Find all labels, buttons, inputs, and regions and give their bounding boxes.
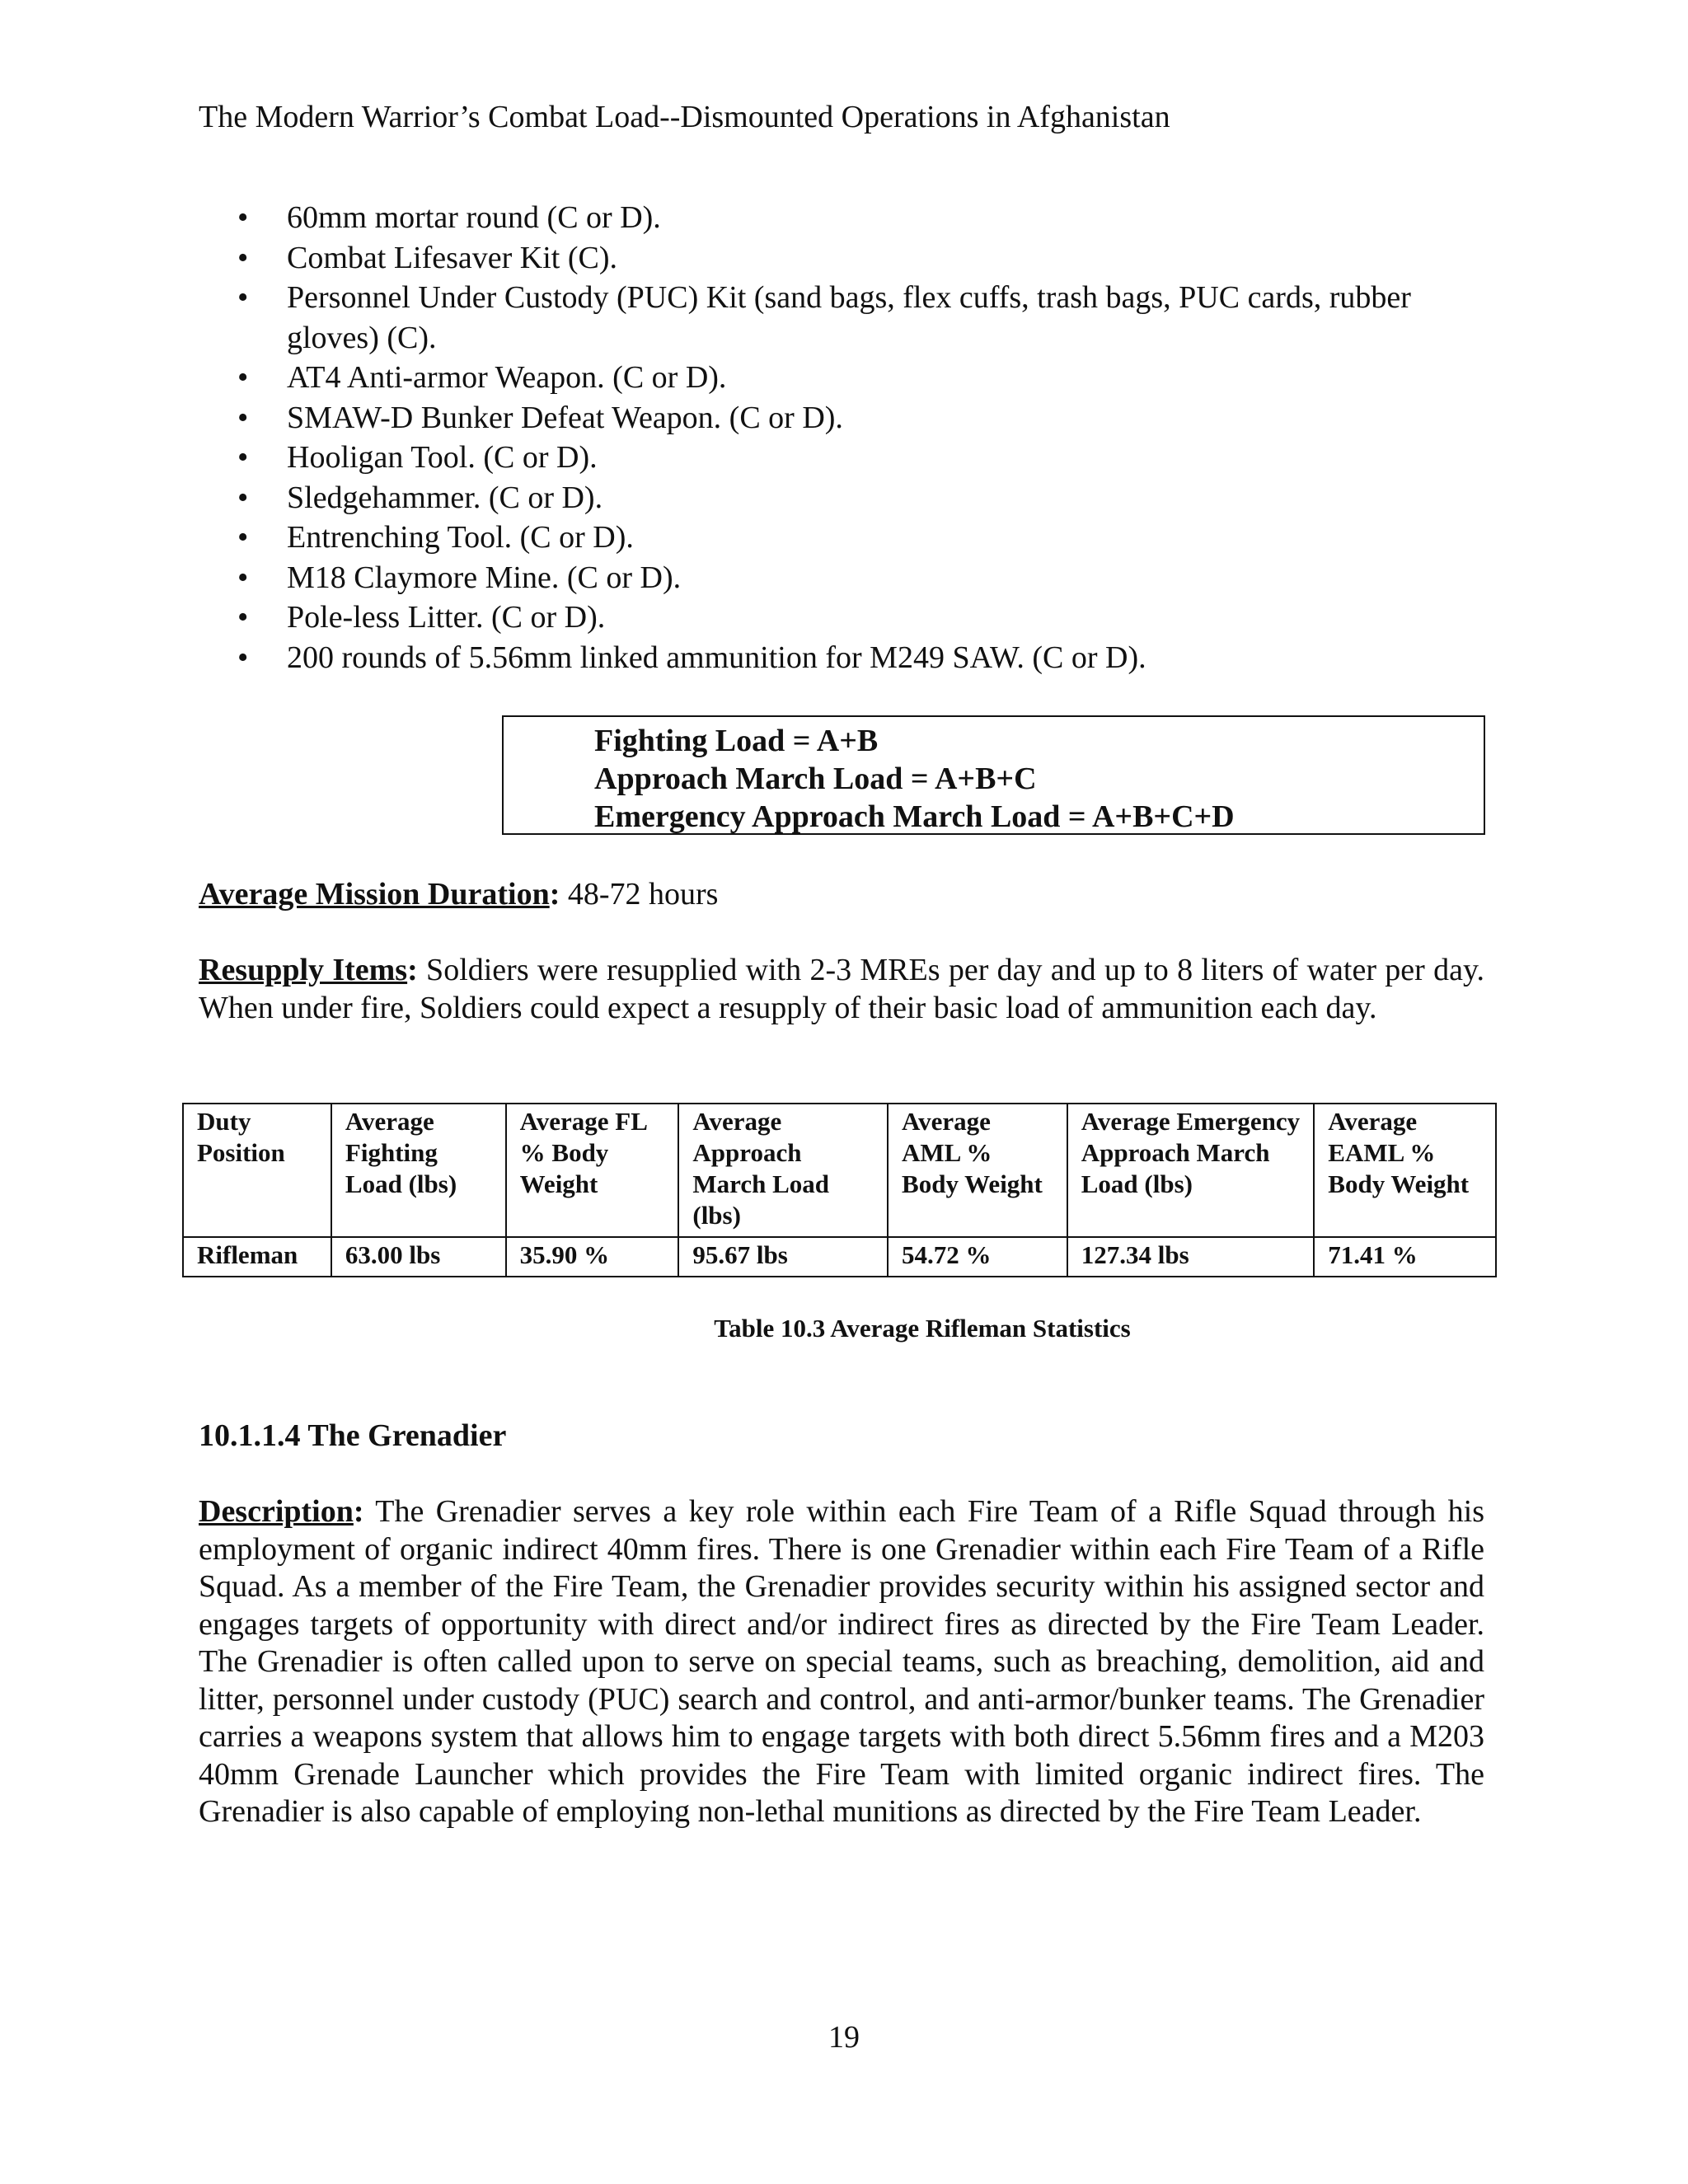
table-row bbox=[183, 1237, 1496, 1277]
table-header-cell: Average Emergency Approach March Load (lbs) bbox=[1067, 1104, 1315, 1237]
description-paragraph bbox=[199, 1493, 1484, 1831]
list-item: • AT4 Anti-armor Weapon. (C or D). bbox=[237, 358, 1490, 398]
description-text: The Grenadier serves a key role within each Fire Team of a Rifle Squad through his employment of organic indirect 40mm fires. There is one Grenadier within each Fire Team of a Rifle Squad. As a member of the Fire Team, the Grenadier provides security within his assigned sector and engages targets of opportunity with direct and/or indirect fires as directed by the Fire Team Leader. The Grenadier is often called upon to serve on special teams, such as breaching, demolition, aid and litter, personnel under custody (PUC) search and control, and anti-armor/bunker teams. The Grenadier carries a weapons system that allows him to engage targets with both direct 5.56mm fires and a M203 40mm Grenade Launcher which provides the Fire Team with limited organic indirect fires. The Grenadier is also capable of employing non-lethal munitions as directed by the Fire Team Leader. bbox=[199, 1494, 1484, 1829]
resupply-label: Resupply Items bbox=[199, 953, 408, 987]
mission-duration-label: Average Mission Duration bbox=[199, 877, 550, 912]
page-number: 19 bbox=[828, 2020, 860, 2055]
table-header-cell: Average EAML % Body Weight bbox=[1314, 1104, 1496, 1237]
list-item: • Hooligan Tool. (C or D). bbox=[237, 438, 1490, 478]
resupply-text: Soldiers were resupplied with 2-3 MREs per day and up to 8 liters of water per day. When under fire, Soldiers could expect a resupply of their basic load of ammunition each day. bbox=[199, 953, 1484, 1025]
table-header-cell: Average AML % Body Weight bbox=[888, 1104, 1067, 1237]
table-header-row bbox=[183, 1104, 1496, 1237]
emergency-approach-march-load-formula: Emergency Approach March Load = A+B+C+D bbox=[594, 799, 1235, 834]
mission-duration-paragraph bbox=[199, 875, 1484, 913]
list-item: • Sledgehammer. (C or D). bbox=[237, 478, 1490, 518]
table-header-cell: Average Fighting Load (lbs) bbox=[331, 1104, 506, 1237]
equipment-bullet-list bbox=[237, 198, 1490, 677]
table-header-cell: Average FL % Body Weight bbox=[506, 1104, 679, 1237]
table-header-cell: Duty Position bbox=[183, 1104, 331, 1237]
table-cell: 35.90 % bbox=[506, 1237, 679, 1277]
list-item: • SMAW-D Bunker Defeat Weapon. (C or D). bbox=[237, 398, 1490, 438]
table-cell: 71.41 % bbox=[1314, 1237, 1496, 1277]
document-header: The Modern Warrior’s Combat Load--Dismounted Operations in Afghanistan bbox=[199, 100, 1170, 134]
list-item: • 200 rounds of 5.56mm linked ammunition for M249 SAW. (C or D). bbox=[237, 638, 1490, 678]
table-caption: Table 10.3 Average Rifleman Statistics bbox=[714, 1314, 1131, 1343]
approach-march-load-formula: Approach March Load = A+B+C bbox=[594, 762, 1037, 796]
list-item: • M18 Claymore Mine. (C or D). bbox=[237, 558, 1490, 598]
section-heading: 10.1.1.4 The Grenadier bbox=[199, 1418, 507, 1453]
rifleman-statistics-table bbox=[182, 1103, 1497, 1277]
table-cell: Rifleman bbox=[183, 1237, 331, 1277]
load-formula-box bbox=[502, 715, 1485, 835]
description-colon: : bbox=[353, 1494, 364, 1529]
mission-duration-colon: : bbox=[549, 877, 560, 912]
list-item: • Combat Lifesaver Kit (C). bbox=[237, 238, 1490, 279]
list-item: • 60mm mortar round (C or D). bbox=[237, 198, 1490, 238]
table-header-cell: Average Approach March Load (lbs) bbox=[678, 1104, 888, 1237]
resupply-colon: : bbox=[407, 953, 418, 987]
fighting-load-formula: Fighting Load = A+B bbox=[594, 724, 879, 758]
table-cell: 95.67 lbs bbox=[678, 1237, 888, 1277]
mission-duration-value: 48-72 hours bbox=[560, 877, 719, 912]
list-item: • Entrenching Tool. (C or D). bbox=[237, 518, 1490, 558]
table-cell: 127.34 lbs bbox=[1067, 1237, 1315, 1277]
table-cell: 54.72 % bbox=[888, 1237, 1067, 1277]
resupply-paragraph bbox=[199, 951, 1484, 1027]
list-item: • Personnel Under Custody (PUC) Kit (sand bags, flex cuffs, trash bags, PUC cards, rubber gloves) (C). bbox=[237, 278, 1490, 358]
description-label: Description bbox=[199, 1494, 354, 1529]
table-cell: 63.00 lbs bbox=[331, 1237, 506, 1277]
list-item: • Pole-less Litter. (C or D). bbox=[237, 598, 1490, 638]
